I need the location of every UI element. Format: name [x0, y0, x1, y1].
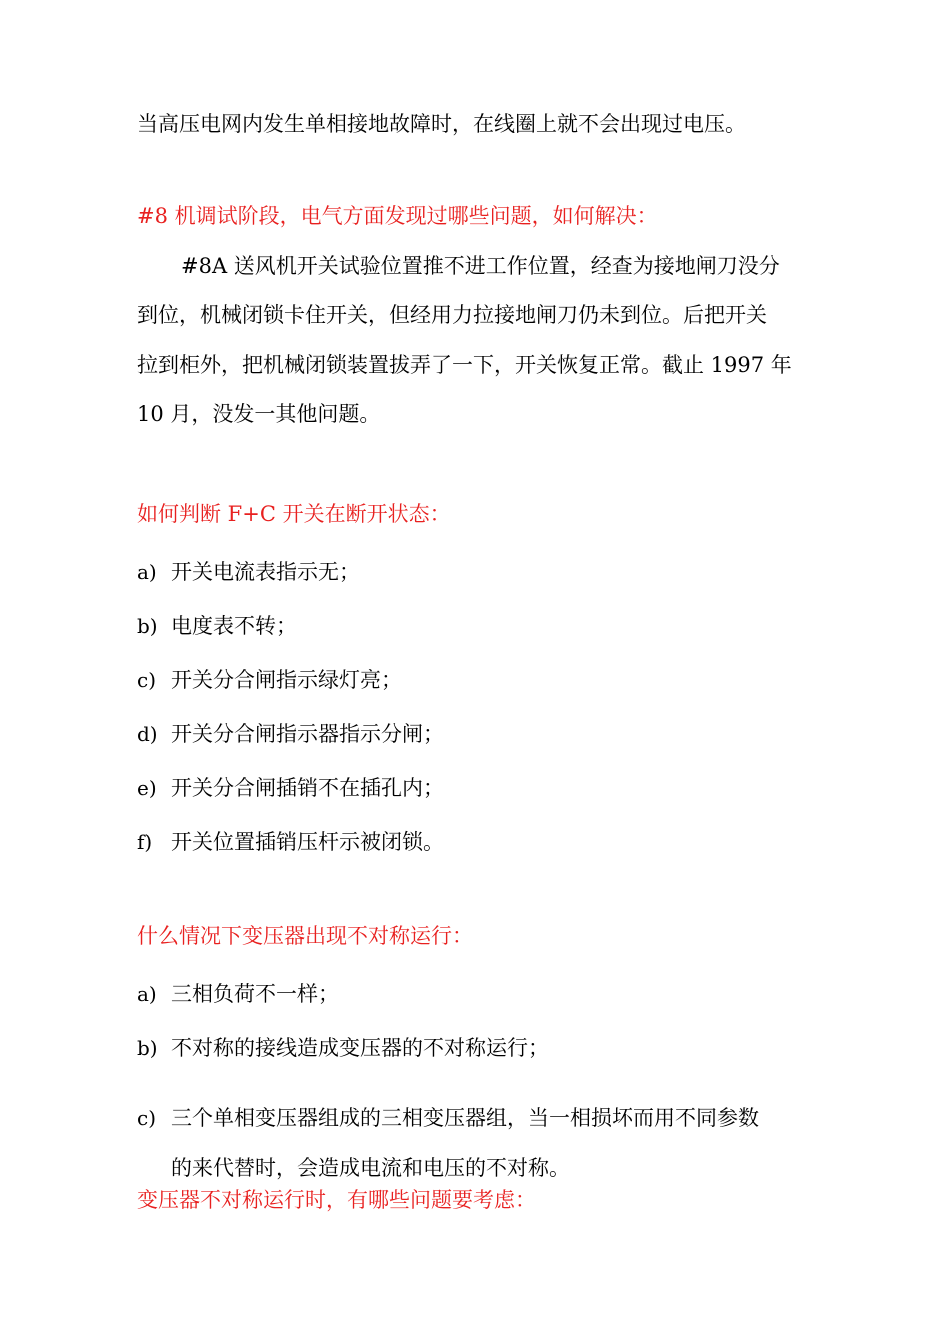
list-marker: d)	[137, 722, 158, 746]
body-line: #8A 送风机开关试验位置推不进工作位置，经查为接地闸刀没分	[181, 254, 780, 278]
section-heading-commissioning: #8 机调试阶段，电气方面发现过哪些问题，如何解决：	[137, 204, 658, 228]
body-line: 拉到柜外，把机械闭锁装置拔弄了一下，开关恢复正常。截止 1997 年	[137, 353, 792, 377]
section-heading-asymmetric-issues: 变压器不对称运行时，有哪些问题要考虑：	[137, 1188, 536, 1212]
list-marker: c)	[137, 1106, 157, 1130]
list-item: 开关分合闸指示器指示分闸；	[171, 722, 444, 746]
body-line: 10 月，没发一其他问题。	[137, 402, 381, 426]
body-line: 到位，机械闭锁卡住开关，但经用力拉接地闸刀仍未到位。后把开关	[137, 303, 767, 327]
list-marker: c)	[137, 668, 157, 692]
list-item: 开关分合闸指示绿灯亮；	[171, 668, 402, 692]
list-item-continuation: 的来代替时，会造成电流和电压的不对称。	[171, 1156, 570, 1180]
list-item: 开关位置插销压杆示被闭锁。	[171, 830, 444, 854]
paragraph-top: 当高压电网内发生单相接地故障时，在线圈上就不会出现过电压。	[137, 112, 746, 136]
list-item: 开关分合闸插销不在插孔内；	[171, 776, 444, 800]
list-marker: a)	[137, 560, 157, 584]
list-item: 开关电流表指示无；	[171, 560, 360, 584]
section-heading-fc-switch: 如何判断 F+C 开关在断开状态：	[137, 502, 451, 526]
list-marker: b)	[137, 614, 158, 638]
list-marker: a)	[137, 982, 157, 1006]
list-marker: e)	[137, 776, 157, 800]
list-item: 电度表不转；	[171, 614, 297, 638]
list-marker: f)	[137, 830, 153, 854]
list-marker: b)	[137, 1036, 158, 1060]
list-item: 三相负荷不一样；	[171, 982, 339, 1006]
list-item: 三个单相变压器组成的三相变压器组，当一相损坏而用不同参数	[171, 1106, 759, 1130]
section-heading-asymmetric-operation: 什么情况下变压器出现不对称运行：	[137, 924, 473, 948]
list-item: 不对称的接线造成变压器的不对称运行；	[171, 1036, 549, 1060]
